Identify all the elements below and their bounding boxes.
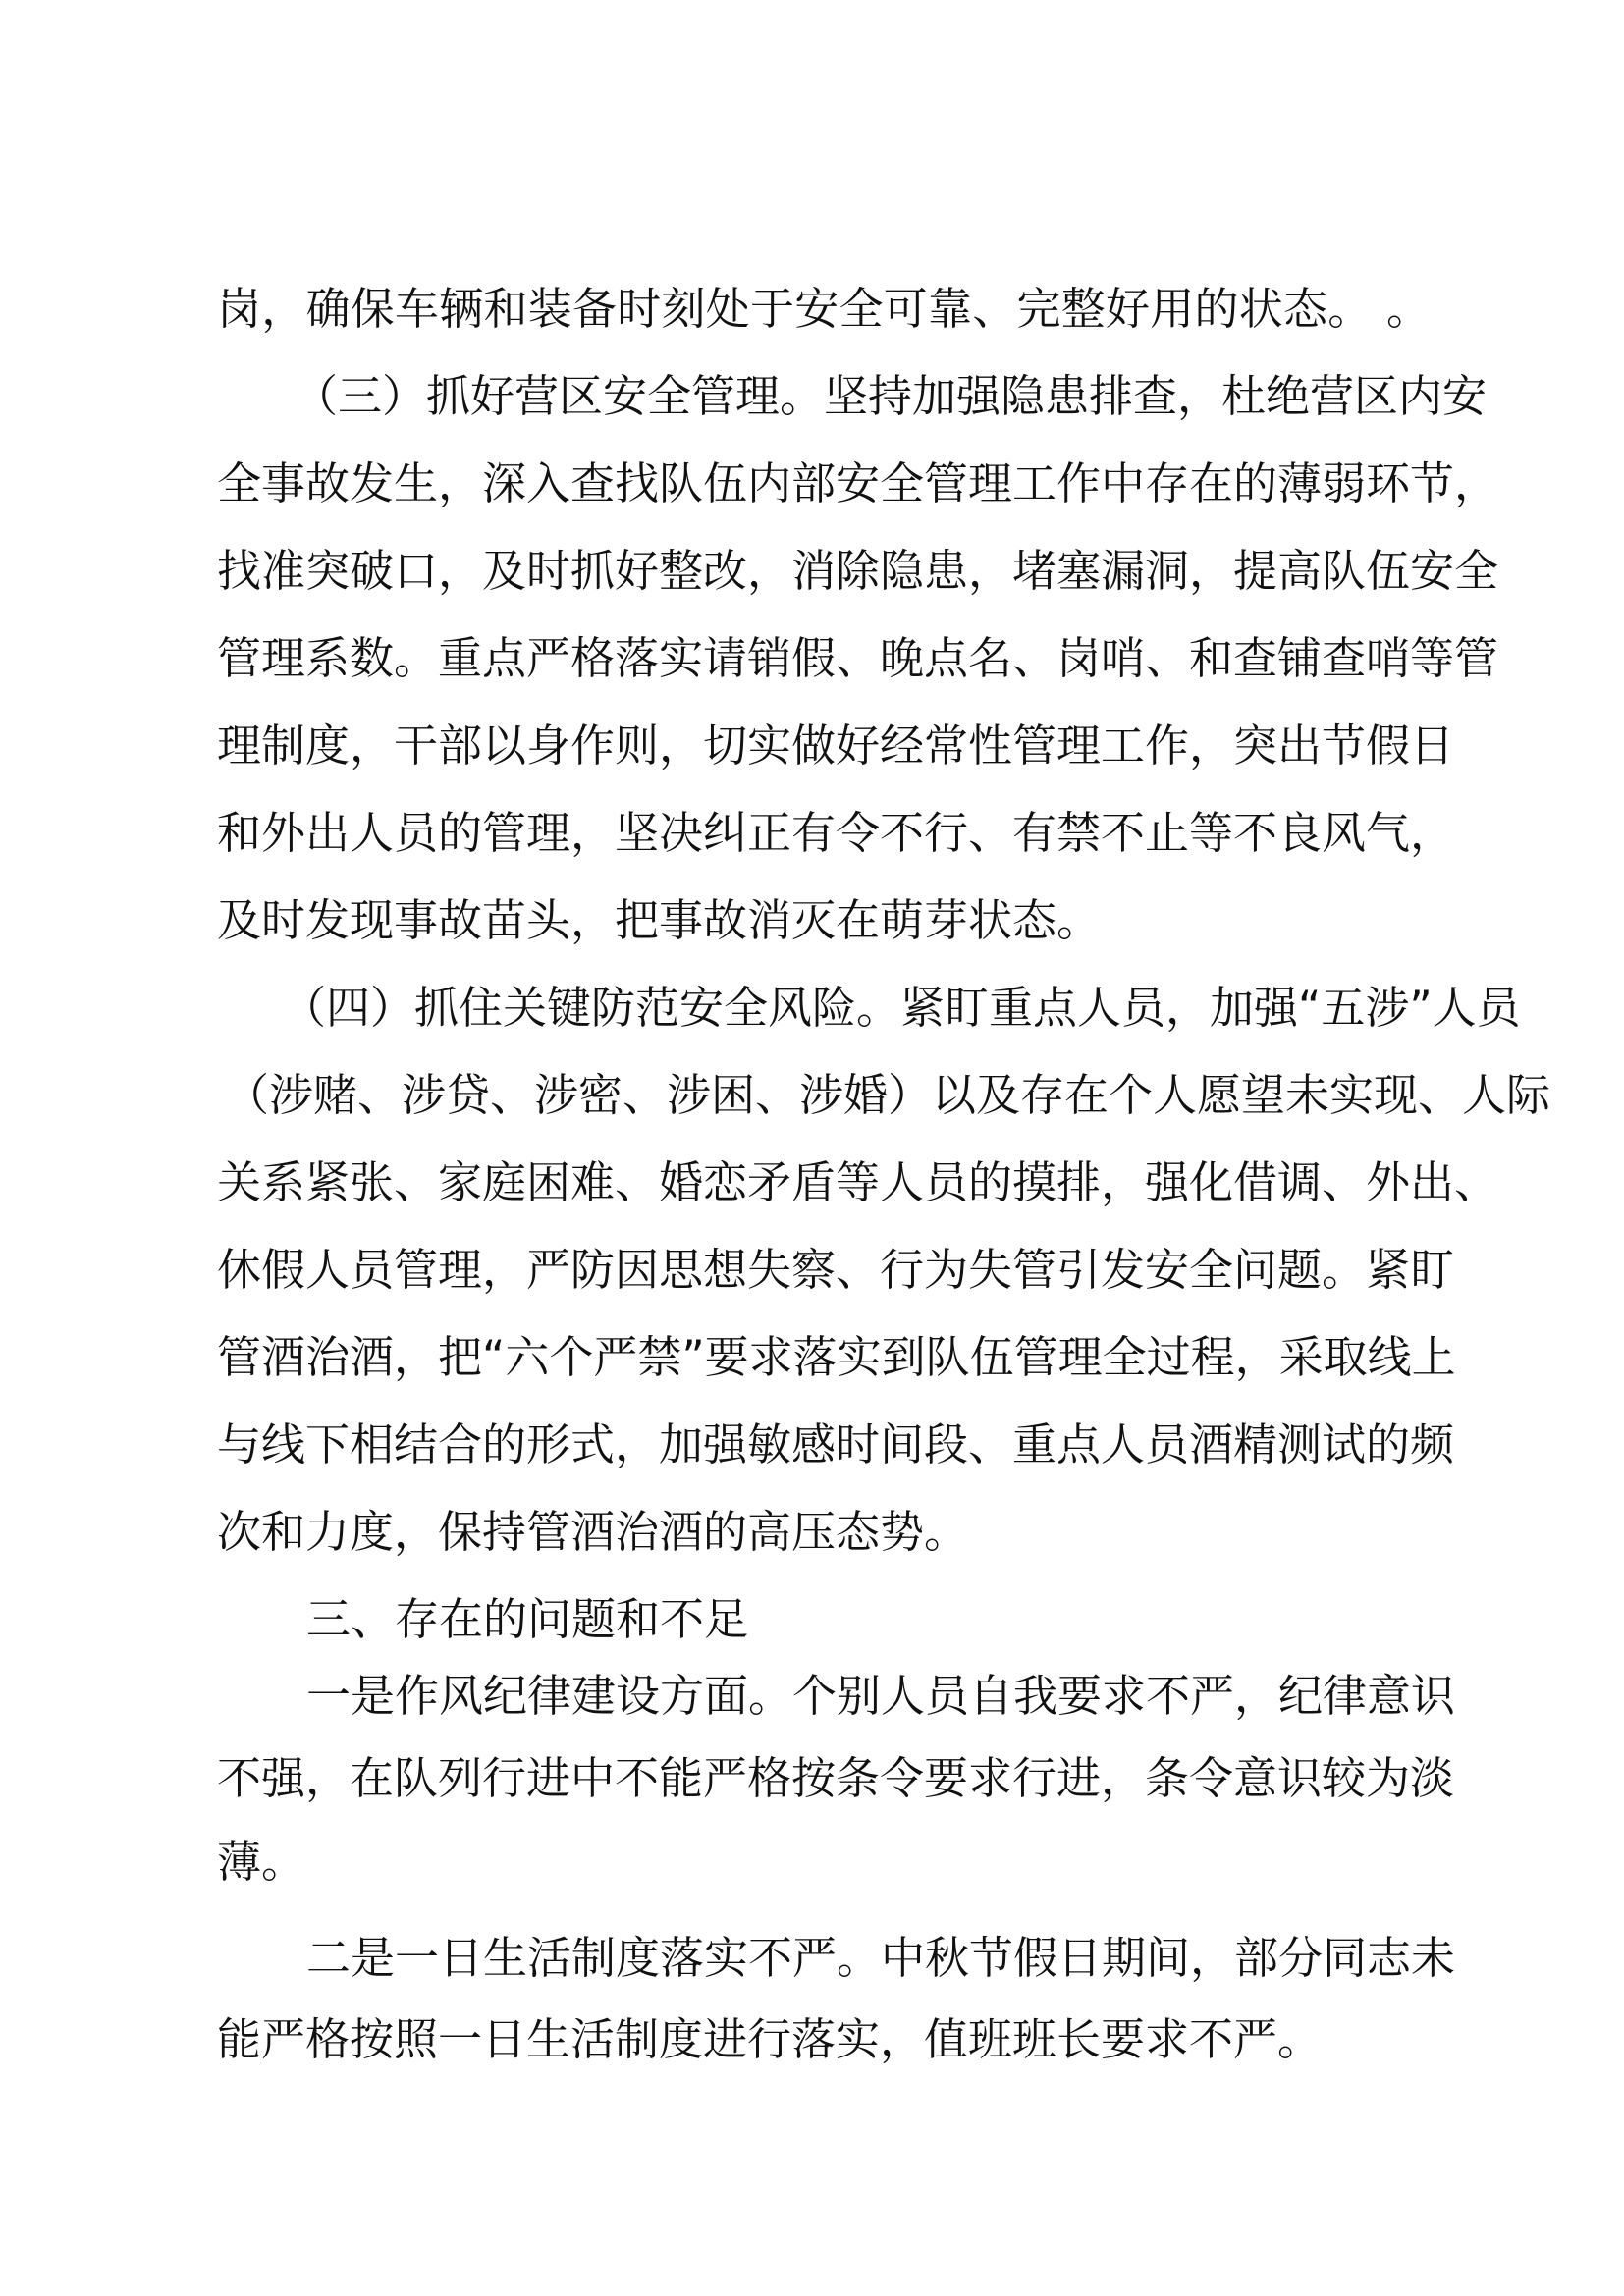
- text-line: （三）抓好营区安全管理。坚持加强隐患排查，杜绝营区内安: [294, 370, 1488, 422]
- text-line: 岗，确保车辆和装备时刻处于安全可靠、完整好用的状态。 。: [217, 283, 1431, 335]
- text-line: 薄。: [217, 1836, 306, 1888]
- text-line: 不强，在队列行进中不能严格按条令要求行进，条令意识较为淡: [217, 1752, 1455, 1804]
- text-line: 理制度，干部以身作则，切实做好经常性管理工作，突出节假日: [217, 720, 1455, 772]
- text-line: 及时发现事故苗头，把事故消灭在萌芽状态。: [217, 894, 1102, 946]
- text-line: 次和力度，保持管酒治酒的高压态势。: [217, 1506, 969, 1558]
- text-line: 找准突破口，及时抓好整改，消除隐患，堵塞漏洞，提高队伍安全: [217, 545, 1499, 597]
- text-line: 和外出人员的管理，坚决纠正有令不行、有禁不止等不良风气，: [217, 807, 1455, 859]
- text-line: 与线下相结合的形式，加强敏感时间段、重点人员酒精测试的频: [217, 1418, 1455, 1470]
- text-line: 管酒治酒，把“六个严禁”要求落实到队伍管理全过程，采取线上: [217, 1331, 1456, 1383]
- section-heading: 三、存在的问题和不足: [306, 1593, 749, 1645]
- text-line: （涉赌、涉贷、涉密、涉困、涉婚）以及存在个人愿望未实现、人际: [225, 1069, 1551, 1121]
- text-line: 一是作风纪律建设方面。个别人员自我要求不严，纪律意识: [306, 1670, 1456, 1722]
- text-line: （四）抓住关键防范安全风险。紧盯重点人员，加强“五涉”人员: [282, 982, 1521, 1034]
- text-line: 关系紧张、家庭困难、婚恋矛盾等人员的摸排，强化借调、外出、: [217, 1156, 1499, 1208]
- text-line: 二是一日生活制度落实不严。中秋节假日期间，部分同志未: [306, 1932, 1456, 1984]
- text-line: 管理系数。重点严格落实请销假、晚点名、岗哨、和查铺查哨等管: [217, 632, 1499, 684]
- text-line: 全事故发生，深入查找队伍内部安全管理工作中存在的薄弱环节，: [217, 457, 1499, 509]
- text-line: 能严格按照一日生活制度进行落实，值班班长要求不严。: [217, 2013, 1323, 2065]
- text-line: 休假人员管理，严防因思想失察、行为失管引发安全问题。紧盯: [217, 1244, 1455, 1296]
